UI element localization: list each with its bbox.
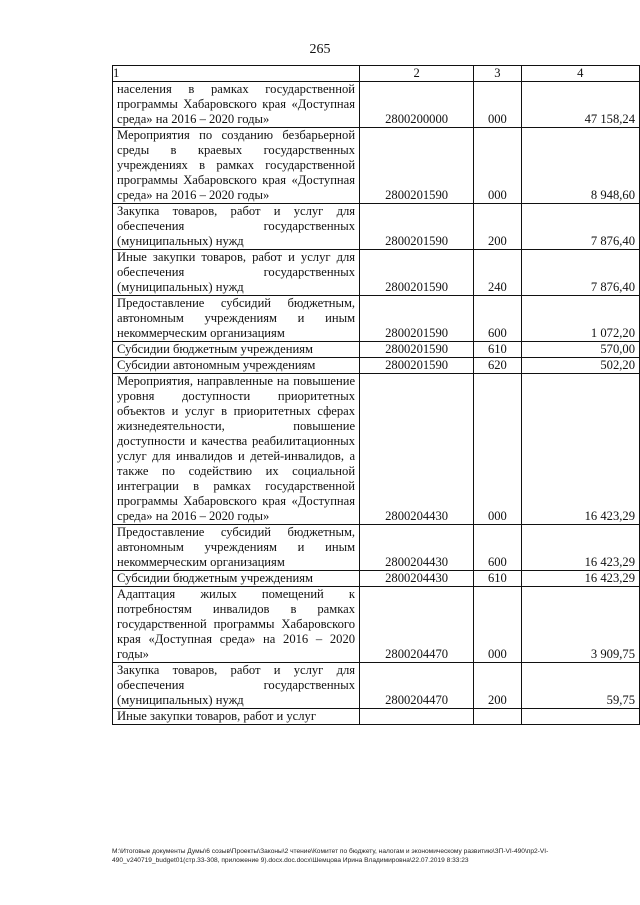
row-amount: 1 072,20	[521, 296, 639, 342]
row-name: населения в рамках государственной программы Хабаровского края «Доступная среда» на 2016 – 2020 годы»	[113, 82, 360, 128]
table-row	[113, 250, 640, 296]
row-amount: 570,00	[521, 342, 639, 358]
page-number: 265	[309, 42, 331, 57]
table-row	[113, 571, 640, 587]
header-col-1: 1	[113, 66, 360, 82]
row-code: 2800204470	[360, 663, 474, 709]
row-code: 2800201590	[360, 342, 474, 358]
row-name: Мероприятия, направленные на повышение уровня доступности приоритетных объектов и услуг в приоритетных сферах жизнедеятельности, повышение доступности и качества реабилитационных услуг для инвалидов и детей-инвалидов, а также по содействию их социальной интеграции в рамках государственной программы Хабаровского края «Доступная среда» на 2016 – 2020 годы»	[113, 374, 360, 525]
budget-table	[112, 65, 640, 725]
row-amount: 16 423,29	[521, 374, 639, 525]
row-amount: 502,20	[521, 358, 639, 374]
row-code: 2800204470	[360, 587, 474, 663]
table-row	[113, 709, 640, 725]
row-name: Субсидии бюджетным учреждениям	[113, 342, 360, 358]
row-name: Иные закупки товаров, работ и услуг для обеспечения государственных (муниципальных) нужд	[113, 250, 360, 296]
table-row	[113, 374, 640, 525]
row-type: 000	[474, 82, 522, 128]
row-name: Предоставление субсидий бюджетным, автономным учреждениям и иным некоммерческим организациям	[113, 525, 360, 571]
row-type: 620	[474, 358, 522, 374]
row-code: 2800201590	[360, 358, 474, 374]
header-col-3: 3	[474, 66, 522, 82]
row-amount: 7 876,40	[521, 204, 639, 250]
row-code: 2800204430	[360, 525, 474, 571]
row-type: 600	[474, 525, 522, 571]
row-type: 000	[474, 587, 522, 663]
footer-line-1: M:\Итоговые документы Думы\6 созыв\Проекты\Законы\2 чтение\Комитет по бюджету, налогам и экономическому развитию\ЗП-VI-490\пр2-VI-	[112, 848, 549, 855]
row-amount: 59,75	[521, 663, 639, 709]
row-type: 000	[474, 128, 522, 204]
table-row	[113, 342, 640, 358]
row-type: 600	[474, 296, 522, 342]
row-amount: 47 158,24	[521, 82, 639, 128]
table-row	[113, 128, 640, 204]
table-row	[113, 663, 640, 709]
row-code: 2800201590	[360, 296, 474, 342]
row-type: 200	[474, 204, 522, 250]
row-amount: 3 909,75	[521, 587, 639, 663]
row-amount: 8 948,60	[521, 128, 639, 204]
row-type: 000	[474, 374, 522, 525]
row-type: 240	[474, 250, 522, 296]
row-type	[474, 709, 522, 725]
table-row	[113, 296, 640, 342]
row-name: Предоставление субсидий бюджетным, автономным учреждениям и иным некоммерческим организациям	[113, 296, 360, 342]
row-code	[360, 709, 474, 725]
row-name: Субсидии автономным учреждениям	[113, 358, 360, 374]
row-code: 2800200000	[360, 82, 474, 128]
table-row	[113, 525, 640, 571]
row-amount	[521, 709, 639, 725]
row-name: Мероприятия по созданию безбарьерной среды в краевых государственных учреждениях в рамках государственной программы Хабаровского края «Доступная среда» на 2016 – 2020 годы»	[113, 128, 360, 204]
table-row	[113, 82, 640, 128]
table-row	[113, 204, 640, 250]
row-name: Иные закупки товаров, работ и услуг	[113, 709, 360, 725]
row-code: 2800201590	[360, 128, 474, 204]
row-name: Закупка товаров, работ и услуг для обеспечения государственных (муниципальных) нужд	[113, 663, 360, 709]
row-amount: 16 423,29	[521, 525, 639, 571]
row-code: 2800204430	[360, 374, 474, 525]
row-code: 2800201590	[360, 204, 474, 250]
row-name: Закупка товаров, работ и услуг для обеспечения государственных (муниципальных) нужд	[113, 204, 360, 250]
table-row	[113, 587, 640, 663]
table-row	[113, 358, 640, 374]
row-type: 200	[474, 663, 522, 709]
row-name: Субсидии бюджетным учреждениям	[113, 571, 360, 587]
row-type: 610	[474, 342, 522, 358]
row-amount: 7 876,40	[521, 250, 639, 296]
row-amount: 16 423,29	[521, 571, 639, 587]
row-code: 2800204430	[360, 571, 474, 587]
file-path-footer	[112, 847, 612, 865]
header-col-2: 2	[360, 66, 474, 82]
row-name: Адаптация жилых помещений к потребностям инвалидов в рамках государственной программы Хабаровского края «Доступная среда» на 2016 – 2020 годы»	[113, 587, 360, 663]
row-code: 2800201590	[360, 250, 474, 296]
footer-line-2: 490_v240719_budget01(стр.33-308, приложение 9).docx.doc.docx\Шемцова Ирина Владимировна\22.07.2019 8:33:23	[112, 857, 469, 864]
header-col-4: 4	[521, 66, 639, 82]
row-type: 610	[474, 571, 522, 587]
table-header-row	[113, 66, 640, 82]
